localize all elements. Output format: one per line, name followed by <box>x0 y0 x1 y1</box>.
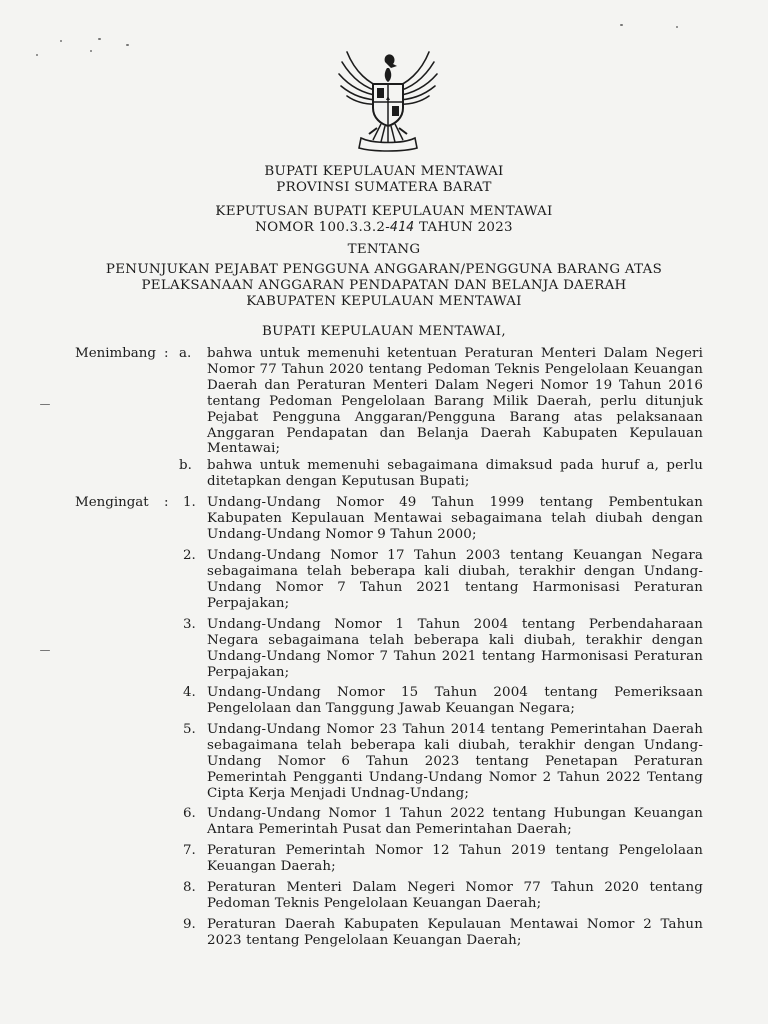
scan-speck <box>126 44 129 46</box>
about-heading: TENTANG <box>347 242 421 257</box>
decree-number-handwritten: 414 <box>390 220 415 235</box>
mengingat-marker-9: 9. <box>183 917 196 932</box>
mengingat-colon: : <box>164 495 169 510</box>
menimbang-marker-b: b. <box>179 458 192 473</box>
mengingat-marker-8: 8. <box>183 880 196 895</box>
mengingat-item-4: Undang-Undang Nomor 15 Tahun 2004 tentang Pemeriksaan Pengelolaan dan Tanggung Jawab Keuangan Negara; <box>207 685 703 716</box>
mengingat-marker-7: 7. <box>183 843 196 858</box>
mengingat-item-3: Undang-Undang Nomor 1 Tahun 2004 tentang Perbendaharaan Negara sebagaimana telah beberapa kali diubah, terakhir dengan Undang-Undang Nomor 7 Tahun 2021 tentang Harmonisasi Peraturan Perpajakan; <box>207 617 703 680</box>
mengingat-item-8: Peraturan Menteri Dalam Negeri Nomor 77 Tahun 2020 tentang Pedoman Teknis Pengelolaan Keuangan Daerah; <box>207 880 703 911</box>
mengingat-marker-3: 3. <box>183 617 196 632</box>
mengingat-item-1: Undang-Undang Nomor 49 Tahun 1999 tentang Pembentukan Kabupaten Kepulauan Mentawai sebagaimana telah diubah dengan Undang-Undang Nomor 9 Tahun 2000; <box>207 495 703 542</box>
province-title: PROVINSI SUMATERA BARAT <box>276 180 492 195</box>
scan-speck <box>60 40 62 42</box>
scan-speck <box>36 54 38 56</box>
mengingat-item-6: Undang-Undang Nomor 1 Tahun 2022 tentang Hubungan Keuangan Antara Pemerintah Pusat dan Pemerintahan Daerah; <box>207 806 703 837</box>
mengingat-label: Mengingat <box>75 495 149 510</box>
mengingat-marker-1: 1. <box>183 495 196 510</box>
regent-title: BUPATI KEPULAUAN MENTAWAI <box>264 164 504 179</box>
mengingat-marker-5: 5. <box>183 722 196 737</box>
mengingat-item-7: Peraturan Pemerintah Nomor 12 Tahun 2019 tentang Pengelolaan Keuangan Daerah; <box>207 843 703 874</box>
mengingat-item-9: Peraturan Daerah Kabupaten Kepulauan Mentawai Nomor 2 Tahun 2023 tentang Pengelolaan Keuangan Daerah; <box>207 917 703 948</box>
scan-speck <box>98 38 101 40</box>
decree-title: KEPUTUSAN BUPATI KEPULAUAN MENTAWAI <box>215 204 553 219</box>
mengingat-marker-2: 2. <box>183 548 196 563</box>
mengingat-item-2: Undang-Undang Nomor 17 Tahun 2003 tentang Keuangan Negara sebagaimana telah beberapa kali diubah, terakhir dengan Undang-Undang Nomor 7 Tahun 2021 tentang Harmonisasi Peraturan Perpajakan; <box>207 548 703 611</box>
mengingat-marker-6: 6. <box>183 806 196 821</box>
scan-speck <box>676 26 678 28</box>
authority-line: BUPATI KEPULAUAN MENTAWAI, <box>262 324 506 339</box>
menimbang-marker-a: a. <box>179 346 192 361</box>
menimbang-item-b: bahwa untuk memenuhi sebagaimana dimaksud pada huruf a, perlu ditetapkan dengan Keputusan Bupati; <box>207 458 703 489</box>
garuda-pancasila-emblem-icon <box>333 44 443 156</box>
menimbang-label: Menimbang <box>75 346 156 361</box>
subject-line-3: KABUPATEN KEPULAUAN MENTAWAI <box>246 294 522 309</box>
subject-line-2: PELAKSANAAN ANGGARAN PENDAPATAN DAN BELANJA DAERAH <box>141 278 627 293</box>
decree-number-year: TAHUN 2023 <box>414 220 513 235</box>
scan-speck <box>90 50 92 52</box>
menimbang-colon: : <box>164 346 169 361</box>
mengingat-item-5: Undang-Undang Nomor 23 Tahun 2014 tentang Pemerintahan Daerah sebagaimana telah beberapa kali diubah, terakhir dengan Undang-Undang Nomor 6 Tahun 2023 tentang Penetapan Peraturan Pemerintah Pengganti Undang-Undang Nomor 2 Tahun 2022 Tentang Cipta Kerja Menjadi Undnag-Undang; <box>207 722 703 801</box>
mengingat-marker-4: 4. <box>183 685 196 700</box>
decree-number <box>60 220 708 236</box>
subject-line-1: PENUNJUKAN PEJABAT PENGGUNA ANGGARAN/PENGGUNA BARANG ATAS <box>105 262 663 277</box>
scan-speck <box>620 24 623 26</box>
scan-speck <box>40 650 50 651</box>
menimbang-item-a: bahwa untuk memenuhi ketentuan Peraturan Menteri Dalam Negeri Nomor 77 Tahun 2020 tentang Pedoman Teknis Pengelolaan Keuangan Daerah dan Peraturan Menteri Dalam Negeri Nomor 19 Tahun 2016 tentang Pedoman Pengelolaan Barang Milik Daerah, perlu ditunjuk Pejabat Pengguna Anggaran/Pengguna Barang atas pelaksanaan Anggaran Pendapatan dan Belanja Daerah Kabupaten Kepulauan Mentawai; <box>207 346 703 457</box>
decree-number-prefix: NOMOR 100.3.3.2- <box>255 220 391 235</box>
scan-speck <box>40 404 50 405</box>
